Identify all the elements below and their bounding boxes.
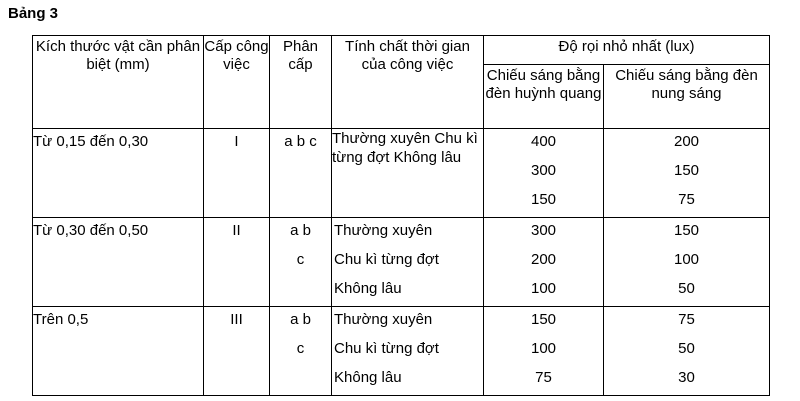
header-nature: Tính chất thời gian của công việc	[332, 36, 484, 129]
table-row	[33, 218, 770, 307]
grade-value: a b	[290, 311, 311, 328]
nature-value: Thường xuyên	[334, 311, 433, 328]
fluorescent-cell	[484, 307, 604, 396]
size-cell: Từ 0,15 đến 0,30	[33, 129, 204, 218]
fluorescent-value: 100	[530, 340, 557, 357]
illuminance-table	[32, 35, 770, 396]
incandescent-value: 75	[678, 191, 695, 208]
nature-value: Không lâu	[334, 280, 402, 297]
size-cell: Từ 0,30 đến 0,50	[33, 218, 204, 307]
grade-cell	[270, 307, 332, 396]
incandescent-value: 50	[678, 340, 695, 357]
level-cell: I	[204, 129, 270, 218]
incandescent-value: 50	[678, 280, 695, 297]
fluorescent-value: 300	[530, 222, 557, 239]
grade-cell	[270, 218, 332, 307]
nature-value: Thường xuyên	[334, 222, 433, 239]
grade-value	[270, 276, 331, 305]
table-caption: Bảng 3	[8, 5, 59, 22]
fluorescent-value: 100	[530, 280, 557, 297]
nature-cell: Thường xuyên Chu kì từng đợt Không lâu	[332, 129, 484, 218]
header-level: Cấp công việc	[204, 36, 270, 129]
grade-value	[270, 365, 331, 394]
fluorescent-value: 150	[530, 311, 557, 328]
header-illuminance: Độ rọi nhỏ nhất (lux)	[484, 36, 770, 65]
size-cell: Trên 0,5	[33, 307, 204, 396]
table-row	[33, 129, 770, 218]
fluorescent-value: 150	[530, 191, 557, 208]
header-fluorescent: Chiếu sáng bằng đèn huỳnh quang	[484, 65, 604, 129]
header-grade: Phân cấp	[270, 36, 332, 129]
grade-cell: a b c	[270, 129, 332, 218]
incandescent-cell	[604, 129, 770, 218]
nature-value: Chu kì từng đợt	[334, 251, 439, 268]
fluorescent-cell	[484, 218, 604, 307]
header-size: Kích thước vật cần phân biệt (mm)	[33, 36, 204, 129]
incandescent-value: 150	[673, 222, 700, 239]
nature-cell	[332, 307, 484, 396]
fluorescent-value: 400	[530, 133, 557, 150]
level-cell: II	[204, 218, 270, 307]
grade-value: c	[296, 340, 305, 357]
header-incandescent: Chiếu sáng bằng đèn nung sáng	[604, 65, 770, 129]
incandescent-value: 75	[678, 311, 695, 328]
incandescent-value: 100	[673, 251, 700, 268]
fluorescent-value: 200	[530, 251, 557, 268]
table-row	[33, 307, 770, 396]
level-cell: III	[204, 307, 270, 396]
fluorescent-value: 75	[535, 369, 552, 386]
incandescent-value: 200	[673, 133, 700, 150]
grade-value: a b	[290, 222, 311, 239]
nature-cell	[332, 218, 484, 307]
incandescent-value: 150	[673, 162, 700, 179]
grade-value: c	[296, 251, 305, 268]
incandescent-cell	[604, 218, 770, 307]
fluorescent-value: 300	[530, 162, 557, 179]
incandescent-value: 30	[678, 369, 695, 386]
incandescent-cell	[604, 307, 770, 396]
nature-value: Chu kì từng đợt	[334, 340, 439, 357]
nature-value: Không lâu	[334, 369, 402, 386]
fluorescent-cell	[484, 129, 604, 218]
